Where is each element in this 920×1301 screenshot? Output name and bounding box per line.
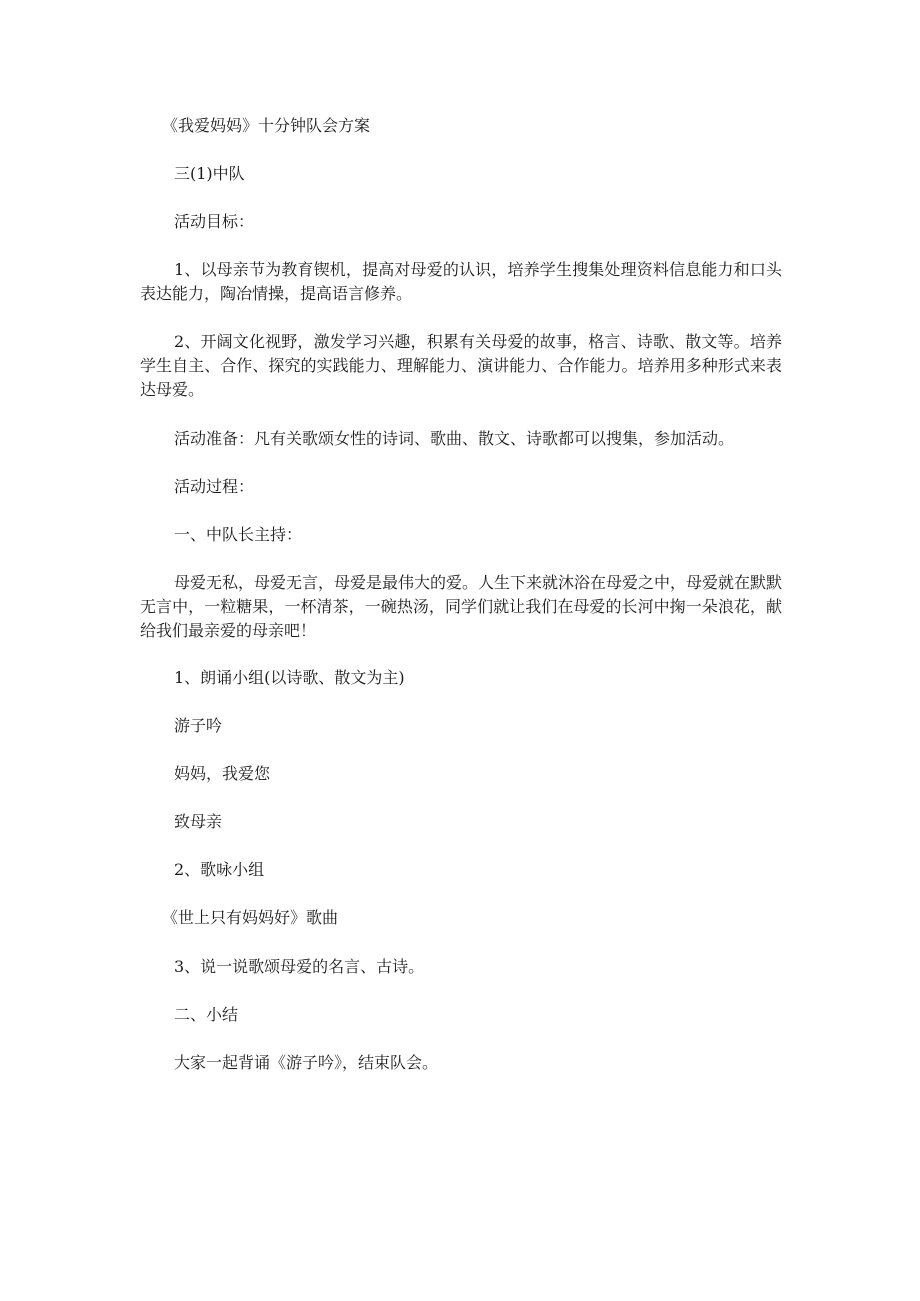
goal-1-paragraph: 1、以母亲节为教育锲机，提高对母爱的认识，培养学生搜集处理资料信息能力和口头表达能力，陶冶情操，提高语言修养。: [140, 260, 782, 303]
document-title: 《我爱妈妈》十分钟队会方案: [162, 116, 371, 135]
group-2-heading: 2、歌咏小组: [174, 860, 265, 879]
host-speech-paragraph: 母爱无私，母爱无言，母爱是最伟大的爱。人生下来就沐浴在母爱之中，母爱就在默默无言中，一粒糖果，一杯清茶，一碗热汤，同学们就让我们在母爱的长河中掬一朵浪花，献给我们最亲爱的母亲吧！: [140, 573, 783, 640]
goals-heading: 活动目标：: [174, 212, 255, 231]
song-title: 《世上只有妈妈好》歌曲: [162, 908, 339, 927]
preparation-line: 活动准备：凡有关歌颂女性的诗词、歌曲、散文、诗歌都可以搜集，参加活动。: [174, 429, 735, 448]
group-1-heading: 1、朗诵小组(以诗歌、散文为主): [174, 668, 405, 687]
closing-line: 大家一起背诵《游子吟》，结束队会。: [174, 1053, 439, 1072]
poem-3-title: 致母亲: [174, 812, 223, 831]
process-heading: 活动过程：: [174, 477, 255, 496]
section-1-heading: 一、中队长主持：: [174, 525, 303, 544]
poem-1-title: 游子吟: [174, 716, 223, 735]
section-2-heading: 二、小结: [174, 1005, 239, 1024]
poem-2-title: 妈妈，我爱您: [174, 764, 271, 783]
group-3-heading: 3、说一说歌颂母爱的名言、古诗。: [174, 957, 425, 976]
goal-2-paragraph: 2、开阔文化视野，激发学习兴趣，积累有关母爱的故事，格言、诗歌、散文等。培养学生自主、合作、探究的实践能力、理解能力、演讲能力、合作能力。培养用多种形式来表达母爱。: [140, 332, 782, 399]
squad-name: 三(1)中队: [174, 164, 245, 183]
